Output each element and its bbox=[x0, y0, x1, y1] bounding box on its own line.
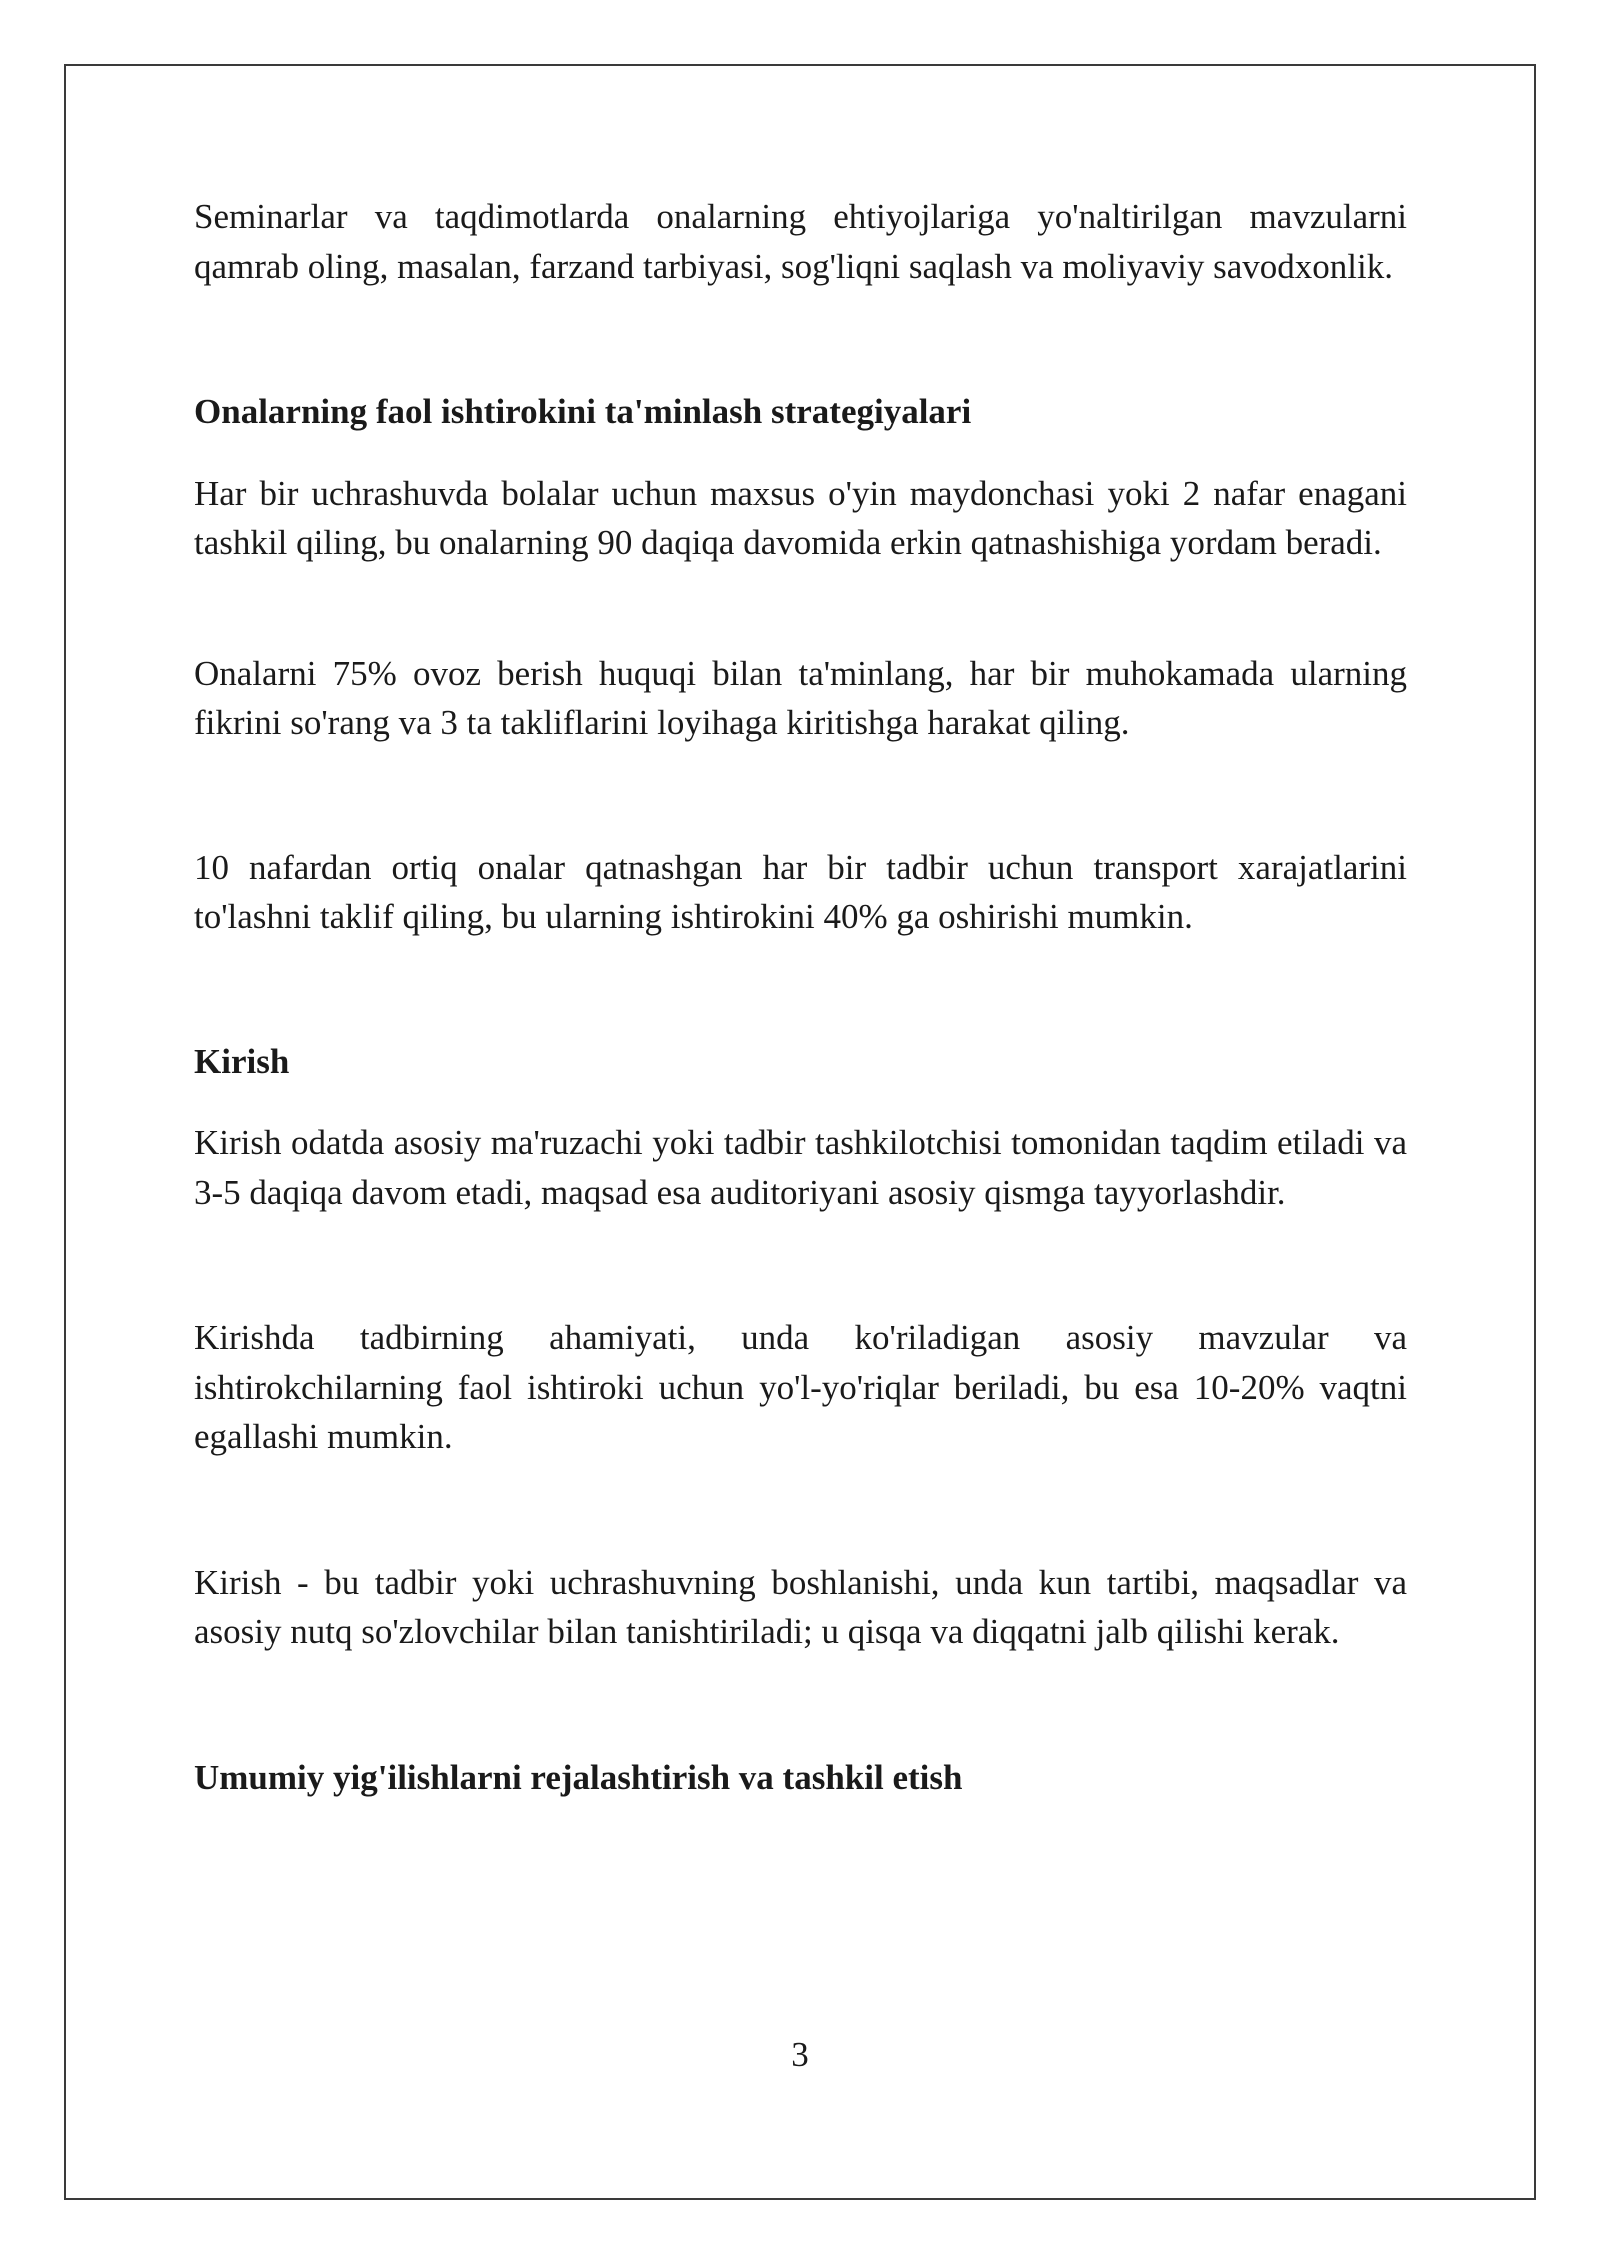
paragraph-kirish-intro: Kirish odatda asosiy ma'ruzachi yoki tadbir tashkilotchisi tomonidan taqdim etiladi va 3-5 daqiqa davom etadi, maqsad esa auditoriyani asosiy qismga tayyorlashdir. bbox=[194, 1123, 1407, 1212]
paragraph-playground: Har bir uchrashuvda bolalar uchun maxsus o'yin maydonchasi yoki 2 nafar enagani tashkil qiling, bu onalarning 90 daqiqa davomida erkin qatnashishiga yordam beradi. bbox=[194, 473, 1407, 562]
page-number: 3 bbox=[791, 2035, 809, 2074]
paragraph-kirish-definition: Kirish - bu tadbir yoki uchrashuvning boshlanishi, unda kun tartibi, maqsadlar va asosiy nutq so'zlovchilar bilan tanishtiriladi; u qisqa va diqqatni jalb qilishi kerak. bbox=[194, 1562, 1407, 1651]
document-body bbox=[194, 192, 1407, 1802]
paragraph-kirish-importance: Kirishda tadbirning ahamiyati, unda ko'riladigan asosiy mavzular va ishtirokchilarning faol ishtiroki uchun yo'l-yo'riqlar beriladi, bu esa 10-20% vaqtni egallashi mumkin. bbox=[194, 1318, 1407, 1456]
heading-planning: Umumiy yig'ilishlarni rejalashtirish va tashkil etish bbox=[194, 1757, 963, 1797]
paragraph-voting: Onalarni 75% ovoz berish huquqi bilan ta'minlang, har bir muhokamada ularning fikrini so'rang va 3 ta takliflarini loyihaga kiritishga harakat qiling. bbox=[194, 653, 1407, 742]
heading-kirish: Kirish bbox=[194, 1041, 290, 1081]
paragraph-transport: 10 nafardan ortiq onalar qatnashgan har bir tadbir uchun transport xarajatlarini to'lashni taklif qiling, bu ularning ishtirokini 40% ga oshirishi mumkin. bbox=[194, 847, 1407, 936]
heading-strategies: Onalarning faol ishtirokini ta'minlash strategiyalari bbox=[194, 392, 972, 431]
paragraph-seminars: Seminarlar va taqdimotlarda onalarning ehtiyojlariga yo'naltirilgan mavzularni qamrab oling, masalan, farzand tarbiyasi, sog'liqni saqlash va moliyaviy savodxonlik. bbox=[194, 197, 1407, 286]
